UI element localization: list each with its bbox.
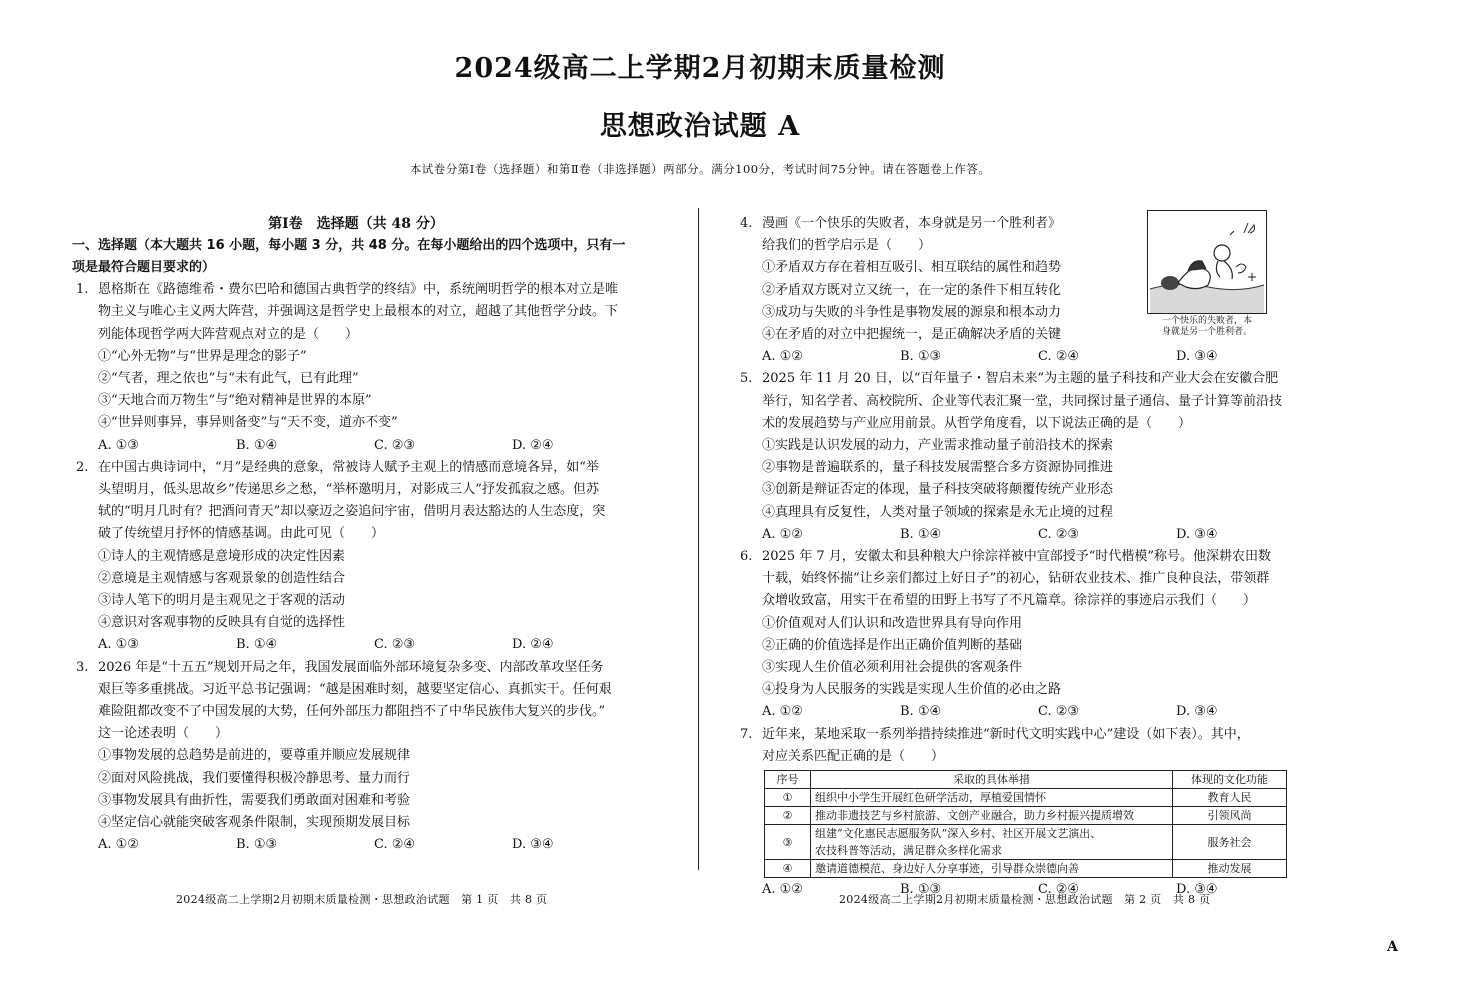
stem-line: 头望明月，低头思故乡”传递思乡之愁，“举杯邀明月，对影成三人”抒发孤寂之感。但苏: [98, 482, 599, 498]
answer-choices: [98, 435, 656, 457]
answer-d[interactable]: D. ③④: [512, 837, 554, 853]
option: ④在矛盾的对立中把握统一，是正确解决矛盾的关键: [762, 327, 1062, 343]
option: ①诗人的主观情感是意境形成的决定性因素: [98, 548, 346, 564]
option: ④真理具有反复性，人类对量子领域的探索是永无止境的过程: [762, 504, 1114, 520]
option: ④坚定信心就能突破客观条件限制，实现预期发展目标: [98, 815, 411, 831]
table-header-cell: 序号: [765, 771, 811, 789]
table-cell-measure: 推动非遗技艺与乡村旅游、文创产业融合，助力乡村振兴提质增效: [811, 807, 1173, 825]
answer-a[interactable]: A. ①②: [762, 526, 803, 542]
stem-line: 对应关系匹配正确的是（ ）: [762, 748, 945, 764]
stem-line: 在中国古典诗词中，“月”是经典的意象，常被诗人赋予主观上的情感而意境各异，如“举: [98, 459, 599, 475]
answer-d[interactable]: D. ②④: [512, 637, 554, 653]
part-heading: [72, 235, 656, 279]
answer-c[interactable]: C. ②③: [1038, 704, 1080, 720]
answer-b[interactable]: B. ①④: [900, 526, 942, 542]
option: ③“天地合而万物生”与“绝对精神是世界的本原”: [98, 393, 372, 409]
option: ②意境是主观情感与客观景象的创造性结合: [98, 570, 346, 586]
question-3: [76, 657, 656, 857]
question-2: [76, 457, 656, 657]
corner-mark: A: [1387, 939, 1398, 955]
column-divider: [698, 208, 699, 870]
table-cell-function: 服务社会: [1173, 825, 1287, 860]
option: ②正确的价值选择是作出正确价值判断的基础: [762, 637, 1023, 653]
question-stem: [762, 368, 1320, 435]
measure-line: 组建“文化惠民志愿服务队”深入乡村、社区开展文艺演出、: [815, 827, 1102, 841]
answer-b[interactable]: B. ①④: [900, 704, 942, 720]
option: ④“世异则事异，事异则备变”与“天不变，道亦不变”: [98, 415, 398, 431]
comic-caption-line: 身就是另一个胜利者。: [1161, 327, 1252, 337]
option: ①价值观对人们认识和改造世界具有导向作用: [762, 615, 1023, 631]
answer-b[interactable]: B. ①③: [236, 837, 278, 853]
answer-d[interactable]: D. ③④: [1176, 704, 1218, 720]
right-column: [740, 213, 1320, 901]
table-cell-function: 引领风尚: [1173, 807, 1287, 825]
question-stem: [762, 213, 1137, 257]
answer-c[interactable]: C. ②④: [1038, 349, 1080, 365]
option: ①矛盾双方存在着相互吸引、相互联结的属性和趋势: [762, 260, 1062, 276]
answer-a[interactable]: A. ①②: [98, 837, 139, 853]
table-row: [765, 789, 1287, 807]
answer-choices: [98, 634, 656, 656]
answer-a[interactable]: A. ①③: [98, 437, 139, 453]
answer-b[interactable]: B. ①④: [236, 437, 278, 453]
question-6: [740, 546, 1320, 724]
question-1: [76, 279, 656, 457]
stem-line: 漫画《一个快乐的失败者，本身就是另一个胜利者》: [762, 216, 1062, 231]
answer-choices: [98, 834, 656, 856]
option: ①事物发展的总趋势是前进的，要尊重并顺应发展规律: [98, 748, 411, 764]
answer-a[interactable]: A. ①③: [98, 637, 139, 653]
option: ①“心外无物”与“世界是理念的影子”: [98, 348, 307, 364]
option: ③诗人笔下的明月是主观见之于客观的活动: [98, 593, 346, 609]
answer-a[interactable]: A. ①②: [762, 882, 803, 898]
question-number: 3.: [76, 659, 89, 675]
option: ③实现人生价值必须利用社会提供的客观条件: [762, 660, 1023, 676]
stem-line: 近年来，某地采取一系列举措持续推进“新时代文明实践中心”建设（如下表）。其中，: [762, 726, 1250, 742]
stem-line: 列能体现哲学两大阵营观点对立的是（ ）: [98, 326, 359, 342]
answer-a[interactable]: A. ①②: [762, 704, 803, 720]
stem-line: 众增收致富，用实干在希望的田野上书写了不凡篇章。徐淙祥的事迹启示我们（ ）: [762, 593, 1257, 609]
table-cell-measure: 邀请道德模范、身边好人分享事迹，引导群众崇德向善: [811, 860, 1173, 878]
answer-b[interactable]: B. ①④: [236, 637, 278, 653]
comic-caption-line: 一个快乐的失败者，本: [1161, 316, 1252, 326]
question-number: 5.: [740, 371, 753, 387]
answer-d[interactable]: D. ③④: [1176, 526, 1218, 542]
table-header-row: [765, 771, 1287, 789]
footer-left: 2024级高二上学期2月初期末质量检测・思想政治试题 第 1 页 共 8 页: [176, 893, 548, 906]
option: ③事物发展具有曲折性，需要我们勇敢面对困难和考验: [98, 792, 411, 808]
table-header-cell: 采取的具体举措: [811, 771, 1173, 789]
stem-line: 十载，始终怀揣“让乡亲们都过上好日子”的初心，钻研农业技术、推广良种良法，带领群: [762, 571, 1270, 587]
answer-a[interactable]: A. ①②: [762, 349, 803, 365]
table-cell-function: 推动发展: [1173, 860, 1287, 878]
stem-line: 2026 年是“十五五”规划开局之年，我国发展面临外部环境复杂多变、内部改革攻坚任务: [98, 659, 604, 675]
answer-c[interactable]: C. ②④: [374, 837, 416, 853]
footer-right: 2024级高二上学期2月初期末质量检测・思想政治试题 第 2 页 共 8 页: [839, 893, 1211, 906]
answer-b[interactable]: B. ①③: [900, 349, 942, 365]
left-column: [72, 213, 656, 856]
question-5: [740, 368, 1320, 546]
option: ③创新是辩证否定的体现，量子科技突破将颠覆传统产业形态: [762, 482, 1114, 498]
option: ④投身为人民服务的实践是实现人生价值的必由之路: [762, 682, 1062, 698]
answer-d[interactable]: D. ③④: [1176, 882, 1218, 898]
stem-line: 2025 年 7 月，安徽太和县种粮大户徐淙祥被中宣部授予“时代楷模”称号。他深耕农田数: [762, 549, 1272, 565]
table-header-cell: 体现的文化功能: [1173, 771, 1287, 789]
answer-b[interactable]: B. ①③: [900, 882, 942, 898]
question-stem: [98, 279, 656, 346]
question-stem: [762, 546, 1320, 613]
answer-d[interactable]: D. ②④: [512, 437, 554, 453]
stem-line: 恩格斯在《路德维希・费尔巴哈和德国古典哲学的终结》中，系统阐明哲学的根本对立是唯: [98, 282, 619, 298]
stem-line: 难险阻都改变不了中国发展的大势，任何外部压力都阻挡不了中华民族伟大复兴的步伐。”: [98, 704, 606, 720]
answer-c[interactable]: C. ②③: [374, 637, 416, 653]
option: ①实践是认识发展的动力，产业需求推动量子前沿技术的探索: [762, 438, 1114, 454]
question-7: [740, 724, 1320, 902]
option: ②面对风险挑战，我们要懂得积极冷静思考、量力而行: [98, 770, 411, 786]
question-number: 4.: [740, 216, 753, 231]
table-cell-no: ④: [765, 860, 811, 878]
part-heading-line-2: 项是最符合题目要求的）: [72, 260, 216, 276]
answer-d[interactable]: D. ③④: [1176, 349, 1218, 365]
question-stem: [762, 724, 1320, 768]
option: ④意识对客观事物的反映具有自觉的选择性: [98, 615, 346, 631]
table-row: [765, 825, 1287, 860]
table-cell-no: ①: [765, 789, 811, 807]
table-cell-function: 教育人民: [1173, 789, 1287, 807]
question-number: 2.: [76, 459, 89, 475]
answer-c[interactable]: C. ②③: [374, 437, 416, 453]
exam-subtitle: 思想政治试题 A: [599, 111, 801, 142]
answer-c[interactable]: C. ②④: [1038, 882, 1080, 898]
option: ②事物是普遍联系的，量子科技发展需整合多方资源协同推进: [762, 460, 1114, 476]
answer-choices: [762, 701, 1320, 723]
table-row: [765, 807, 1287, 825]
option: ②“气者，理之依也”与“未有此气，已有此理”: [98, 371, 359, 387]
exam-intro: 本试卷分第Ⅰ卷（选择题）和第Ⅱ卷（非选择题）两部分。满分100分，考试时间75分钟。请在答题卷上作答。: [409, 162, 991, 176]
stem-line: 艰巨等多重挑战。习近平总书记强调：“越是困难时刻，越要坚定信心、真抓实干。任何艰: [98, 681, 612, 697]
option: ③成功与失败的斗争性是事物发展的源泉和根本动力: [762, 304, 1062, 320]
table-cell-measure: 组织中小学生开展红色研学活动，厚植爱国情怀: [811, 789, 1173, 807]
measure-line: 农技科普等活动，满足群众多样化需求: [815, 844, 1002, 858]
answer-choices: [762, 346, 1320, 368]
table-cell-measure: [811, 825, 1173, 860]
option: ②矛盾双方既对立又统一，在一定的条件下相互转化: [762, 282, 1062, 298]
table-cell-no: ②: [765, 807, 811, 825]
stem-line: 破了传统望月抒怀的情感基调。由此可见（ ）: [98, 526, 385, 542]
question-number: 7.: [740, 726, 753, 742]
stem-line: 轼的“明月几时有？把酒问青天”却以豪迈之姿追问宇宙，借明月表达豁达的人生态度，突: [98, 504, 606, 520]
stem-line: 术的发展趋势与产业应用前景。从哲学角度看，以下说法正确的是（ ）: [762, 415, 1192, 431]
question-stem: [98, 457, 656, 546]
stem-line: 这一论述表明（ ）: [98, 726, 229, 742]
stem-line: 物主义与唯心主义两大阵营，并强调这是哲学史上最根本的对立，超越了其他哲学分歧。下: [98, 304, 619, 320]
question-stem: [98, 657, 656, 746]
question-number: 6.: [740, 549, 753, 565]
stem-line: 2025 年 11 月 20 日，以“百年量子・智启未来”为主题的量子科技和产业大会在安徽合肥: [762, 371, 1279, 387]
table-cell-no: ③: [765, 825, 811, 860]
section-title: 第Ⅰ卷 选择题（共 48 分）: [268, 216, 444, 232]
question-number: 1.: [76, 282, 89, 298]
measures-table: [764, 770, 1287, 878]
stem-line: 给我们的哲学启示是（ ）: [762, 238, 932, 254]
answer-choices: [762, 524, 1320, 546]
part-heading-line-1: 一、选择题（本大题共 16 小题，每小题 3 分，共 48 分。在每小题给出的四个选项中，只有一: [72, 238, 626, 254]
exam-title: 2024级高二上学期2月初期末质量检测: [454, 53, 946, 84]
question-4: [740, 213, 1320, 368]
stem-line: 举行，知名学者、高校院所、企业等代表汇聚一堂，共同探讨量子通信、量子计算等前沿技: [762, 393, 1283, 409]
table-row: [765, 860, 1287, 878]
answer-c[interactable]: C. ②③: [1038, 526, 1080, 542]
